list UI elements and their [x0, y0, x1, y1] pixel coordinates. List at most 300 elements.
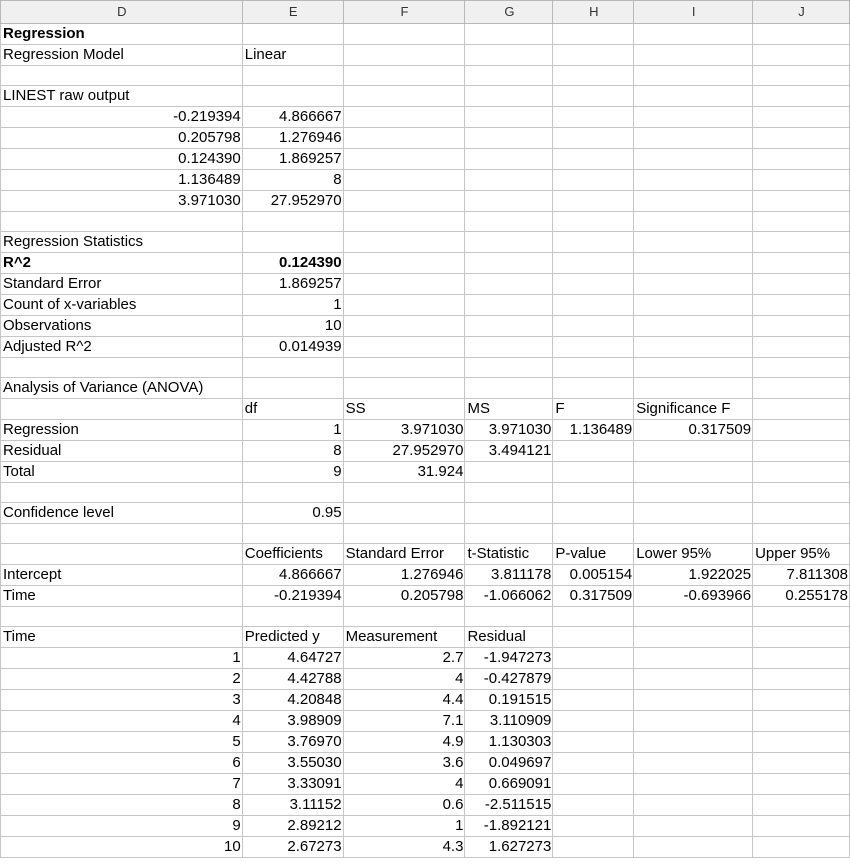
cell-i39[interactable]	[634, 816, 753, 837]
cell-g19[interactable]: MS	[465, 399, 553, 420]
cell-j26[interactable]: Upper 95%	[753, 544, 850, 565]
cell-i38[interactable]	[634, 795, 753, 816]
sheet-row	[1, 627, 850, 648]
cell-f6[interactable]	[343, 128, 465, 149]
cell-j6[interactable]	[753, 128, 850, 149]
cell-d33[interactable]: 3	[1, 690, 243, 711]
cell-f17[interactable]	[343, 358, 465, 378]
cell-h39[interactable]	[553, 816, 634, 837]
cell-i32[interactable]	[634, 669, 753, 690]
cell-f11[interactable]	[343, 232, 465, 253]
column-header-i[interactable]: I	[634, 1, 753, 24]
cell-g30[interactable]: Residual	[465, 627, 553, 648]
column-header-j[interactable]: J	[753, 1, 850, 24]
cell-f33[interactable]: 4.4	[343, 690, 465, 711]
cell-d32[interactable]: 2	[1, 669, 243, 690]
cell-d40[interactable]: 10	[1, 837, 243, 858]
cell-d24[interactable]: Confidence level	[1, 503, 243, 524]
cell-f21[interactable]: 27.952970	[343, 441, 465, 462]
cell-j33[interactable]	[753, 690, 850, 711]
cell-g6[interactable]	[465, 128, 553, 149]
cell-j28[interactable]: 0.255178	[753, 586, 850, 607]
cell-g18[interactable]	[465, 378, 553, 399]
cell-i35[interactable]	[634, 732, 753, 753]
cell-f24[interactable]	[343, 503, 465, 524]
cell-f12[interactable]	[343, 253, 465, 274]
cell-h13[interactable]	[553, 274, 634, 295]
cell-j23[interactable]	[753, 483, 850, 503]
cell-h29[interactable]	[553, 607, 634, 627]
cell-h15[interactable]	[553, 316, 634, 337]
cell-g10[interactable]	[465, 212, 553, 232]
cell-f31[interactable]: 2.7	[343, 648, 465, 669]
sheet-row	[1, 732, 850, 753]
cell-i12[interactable]	[634, 253, 753, 274]
cell-h12[interactable]	[553, 253, 634, 274]
cell-h14[interactable]	[553, 295, 634, 316]
cell-d38[interactable]: 8	[1, 795, 243, 816]
cell-d12[interactable]: R^2	[1, 253, 243, 274]
cell-g39[interactable]: -1.892121	[465, 816, 553, 837]
cell-d6[interactable]: 0.205798	[1, 128, 243, 149]
cell-e25[interactable]	[242, 524, 343, 544]
cell-d36[interactable]: 6	[1, 753, 243, 774]
cell-e14[interactable]: 1	[242, 295, 343, 316]
cell-h5[interactable]	[553, 107, 634, 128]
cell-g27[interactable]: 3.811178	[465, 565, 553, 586]
cell-e40[interactable]: 2.67273	[242, 837, 343, 858]
cell-i3[interactable]	[634, 66, 753, 86]
cell-d19[interactable]	[1, 399, 243, 420]
cell-d18[interactable]: Analysis of Variance (ANOVA)	[1, 378, 243, 399]
cell-i13[interactable]	[634, 274, 753, 295]
cell-g28[interactable]: -1.066062	[465, 586, 553, 607]
cell-g26[interactable]: t-Statistic	[465, 544, 553, 565]
cell-j5[interactable]	[753, 107, 850, 128]
cell-f4[interactable]	[343, 86, 465, 107]
cell-f34[interactable]: 7.1	[343, 711, 465, 732]
cell-d35[interactable]: 5	[1, 732, 243, 753]
cell-h30[interactable]	[553, 627, 634, 648]
cell-j32[interactable]	[753, 669, 850, 690]
cell-j8[interactable]	[753, 170, 850, 191]
cell-i21[interactable]	[634, 441, 753, 462]
cell-d23[interactable]	[1, 483, 243, 503]
cell-j38[interactable]	[753, 795, 850, 816]
cell-h38[interactable]	[553, 795, 634, 816]
cell-h20[interactable]: 1.136489	[553, 420, 634, 441]
cell-h34[interactable]	[553, 711, 634, 732]
cell-e3[interactable]	[242, 66, 343, 86]
cell-h7[interactable]	[553, 149, 634, 170]
cell-j20[interactable]	[753, 420, 850, 441]
cell-i31[interactable]	[634, 648, 753, 669]
cell-i1[interactable]	[634, 24, 753, 45]
cell-g38[interactable]: -2.511515	[465, 795, 553, 816]
cell-e28[interactable]: -0.219394	[242, 586, 343, 607]
cell-i22[interactable]	[634, 462, 753, 483]
cell-f19[interactable]: SS	[343, 399, 465, 420]
cell-g11[interactable]	[465, 232, 553, 253]
cell-e18[interactable]	[242, 378, 343, 399]
cell-d39[interactable]: 9	[1, 816, 243, 837]
cell-h11[interactable]	[553, 232, 634, 253]
cell-d8[interactable]: 1.136489	[1, 170, 243, 191]
cell-d11[interactable]: Regression Statistics	[1, 232, 243, 253]
cell-j39[interactable]	[753, 816, 850, 837]
cell-h21[interactable]	[553, 441, 634, 462]
cell-e19[interactable]: df	[242, 399, 343, 420]
cell-i5[interactable]	[634, 107, 753, 128]
cell-h27[interactable]: 0.005154	[553, 565, 634, 586]
cell-d21[interactable]: Residual	[1, 441, 243, 462]
cell-j27[interactable]: 7.811308	[753, 565, 850, 586]
cell-e27[interactable]: 4.866667	[242, 565, 343, 586]
cell-g16[interactable]	[465, 337, 553, 358]
cell-g35[interactable]: 1.130303	[465, 732, 553, 753]
cell-e21[interactable]: 8	[242, 441, 343, 462]
cell-g4[interactable]	[465, 86, 553, 107]
cell-e2[interactable]: Linear	[242, 45, 343, 66]
cell-e20[interactable]: 1	[242, 420, 343, 441]
cell-h18[interactable]	[553, 378, 634, 399]
sheet-body	[1, 24, 850, 858]
cell-j25[interactable]	[753, 524, 850, 544]
cell-i17[interactable]	[634, 358, 753, 378]
cell-i4[interactable]	[634, 86, 753, 107]
cell-g13[interactable]	[465, 274, 553, 295]
cell-i18[interactable]	[634, 378, 753, 399]
cell-f13[interactable]	[343, 274, 465, 295]
cell-d13[interactable]: Standard Error	[1, 274, 243, 295]
cell-d17[interactable]	[1, 358, 243, 378]
cell-d9[interactable]: 3.971030	[1, 191, 243, 212]
cell-i34[interactable]	[634, 711, 753, 732]
cell-i6[interactable]	[634, 128, 753, 149]
cell-d15[interactable]: Observations	[1, 316, 243, 337]
cell-j14[interactable]	[753, 295, 850, 316]
cell-g21[interactable]: 3.494121	[465, 441, 553, 462]
cell-h16[interactable]	[553, 337, 634, 358]
cell-j12[interactable]	[753, 253, 850, 274]
cell-d1[interactable]: Regression	[1, 24, 243, 45]
cell-h26[interactable]: P-value	[553, 544, 634, 565]
cell-d16[interactable]: Adjusted R^2	[1, 337, 243, 358]
cell-j16[interactable]	[753, 337, 850, 358]
cell-h19[interactable]: F	[553, 399, 634, 420]
cell-g34[interactable]: 3.110909	[465, 711, 553, 732]
cell-i28[interactable]: -0.693966	[634, 586, 753, 607]
cell-d31[interactable]: 1	[1, 648, 243, 669]
cell-d37[interactable]: 7	[1, 774, 243, 795]
cell-f2[interactable]	[343, 45, 465, 66]
cell-g7[interactable]	[465, 149, 553, 170]
cell-j13[interactable]	[753, 274, 850, 295]
cell-g8[interactable]	[465, 170, 553, 191]
cell-f36[interactable]: 3.6	[343, 753, 465, 774]
cell-f30[interactable]: Measurement	[343, 627, 465, 648]
cell-g12[interactable]	[465, 253, 553, 274]
cell-j3[interactable]	[753, 66, 850, 86]
cell-e22[interactable]: 9	[242, 462, 343, 483]
cell-f5[interactable]	[343, 107, 465, 128]
cell-i40[interactable]	[634, 837, 753, 858]
cell-e32[interactable]: 4.42788	[242, 669, 343, 690]
column-header-g[interactable]: G	[465, 1, 553, 24]
cell-i36[interactable]	[634, 753, 753, 774]
cell-f8[interactable]	[343, 170, 465, 191]
cell-e33[interactable]: 4.20848	[242, 690, 343, 711]
cell-e38[interactable]: 3.11152	[242, 795, 343, 816]
cell-f18[interactable]	[343, 378, 465, 399]
cell-e24[interactable]: 0.95	[242, 503, 343, 524]
cell-i25[interactable]	[634, 524, 753, 544]
cell-f28[interactable]: 0.205798	[343, 586, 465, 607]
cell-e35[interactable]: 3.76970	[242, 732, 343, 753]
cell-d3[interactable]	[1, 66, 243, 86]
cell-f7[interactable]	[343, 149, 465, 170]
cell-g2[interactable]	[465, 45, 553, 66]
sheet-row	[1, 295, 850, 316]
cell-h17[interactable]	[553, 358, 634, 378]
sheet-row	[1, 586, 850, 607]
cell-h6[interactable]	[553, 128, 634, 149]
cell-f27[interactable]: 1.276946	[343, 565, 465, 586]
cell-e10[interactable]	[242, 212, 343, 232]
cell-f23[interactable]	[343, 483, 465, 503]
cell-j15[interactable]	[753, 316, 850, 337]
cell-f35[interactable]: 4.9	[343, 732, 465, 753]
cell-i15[interactable]	[634, 316, 753, 337]
cell-d2[interactable]: Regression Model	[1, 45, 243, 66]
cell-h40[interactable]	[553, 837, 634, 858]
cell-h33[interactable]	[553, 690, 634, 711]
cell-e26[interactable]: Coefficients	[242, 544, 343, 565]
cell-f37[interactable]: 4	[343, 774, 465, 795]
cell-i19[interactable]: Significance F	[634, 399, 753, 420]
cell-f25[interactable]	[343, 524, 465, 544]
cell-g31[interactable]: -1.947273	[465, 648, 553, 669]
cell-h23[interactable]	[553, 483, 634, 503]
cell-f20[interactable]: 3.971030	[343, 420, 465, 441]
cell-e23[interactable]	[242, 483, 343, 503]
cell-e34[interactable]: 3.98909	[242, 711, 343, 732]
cell-j21[interactable]	[753, 441, 850, 462]
cell-i33[interactable]	[634, 690, 753, 711]
cell-j36[interactable]	[753, 753, 850, 774]
cell-i24[interactable]	[634, 503, 753, 524]
cell-h28[interactable]: 0.317509	[553, 586, 634, 607]
cell-e15[interactable]: 10	[242, 316, 343, 337]
cell-j34[interactable]	[753, 711, 850, 732]
cell-f14[interactable]	[343, 295, 465, 316]
cell-f40[interactable]: 4.3	[343, 837, 465, 858]
cell-d28[interactable]: Time	[1, 586, 243, 607]
cell-d34[interactable]: 4	[1, 711, 243, 732]
cell-i16[interactable]	[634, 337, 753, 358]
cell-e8[interactable]: 8	[242, 170, 343, 191]
cell-e36[interactable]: 3.55030	[242, 753, 343, 774]
cell-d30[interactable]: Time	[1, 627, 243, 648]
cell-i11[interactable]	[634, 232, 753, 253]
cell-e6[interactable]: 1.276946	[242, 128, 343, 149]
cell-e16[interactable]: 0.014939	[242, 337, 343, 358]
cell-i20[interactable]: 0.317509	[634, 420, 753, 441]
cell-h22[interactable]	[553, 462, 634, 483]
column-header-d[interactable]: D	[1, 1, 243, 24]
cell-e4[interactable]	[242, 86, 343, 107]
cell-e37[interactable]: 3.33091	[242, 774, 343, 795]
cell-h8[interactable]	[553, 170, 634, 191]
cell-f29[interactable]	[343, 607, 465, 627]
cell-g37[interactable]: 0.669091	[465, 774, 553, 795]
cell-h25[interactable]	[553, 524, 634, 544]
cell-f39[interactable]: 1	[343, 816, 465, 837]
cell-g14[interactable]	[465, 295, 553, 316]
sheet-row	[1, 441, 850, 462]
cell-h9[interactable]	[553, 191, 634, 212]
cell-h32[interactable]	[553, 669, 634, 690]
cell-g1[interactable]	[465, 24, 553, 45]
cell-d29[interactable]	[1, 607, 243, 627]
cell-f32[interactable]: 4	[343, 669, 465, 690]
sheet-row	[1, 774, 850, 795]
cell-j4[interactable]	[753, 86, 850, 107]
cell-g33[interactable]: 0.191515	[465, 690, 553, 711]
cell-i9[interactable]	[634, 191, 753, 212]
cell-h3[interactable]	[553, 66, 634, 86]
cell-f38[interactable]: 0.6	[343, 795, 465, 816]
cell-i27[interactable]: 1.922025	[634, 565, 753, 586]
cell-j10[interactable]	[753, 212, 850, 232]
cell-g9[interactable]	[465, 191, 553, 212]
sheet-row	[1, 524, 850, 544]
cell-h4[interactable]	[553, 86, 634, 107]
cell-j11[interactable]	[753, 232, 850, 253]
cell-e7[interactable]: 1.869257	[242, 149, 343, 170]
cell-i14[interactable]	[634, 295, 753, 316]
cell-f26[interactable]: Standard Error	[343, 544, 465, 565]
cell-h10[interactable]	[553, 212, 634, 232]
cell-i23[interactable]	[634, 483, 753, 503]
sheet-row	[1, 483, 850, 503]
cell-f1[interactable]	[343, 24, 465, 45]
cell-h35[interactable]	[553, 732, 634, 753]
cell-f16[interactable]	[343, 337, 465, 358]
cell-g5[interactable]	[465, 107, 553, 128]
cell-h31[interactable]	[553, 648, 634, 669]
sheet-row	[1, 316, 850, 337]
cell-f9[interactable]	[343, 191, 465, 212]
cell-j37[interactable]	[753, 774, 850, 795]
cell-e29[interactable]	[242, 607, 343, 627]
cell-d25[interactable]	[1, 524, 243, 544]
sheet-row	[1, 565, 850, 586]
sheet-row	[1, 690, 850, 711]
sheet-row	[1, 86, 850, 107]
column-header-f[interactable]: F	[343, 1, 465, 24]
cell-d22[interactable]: Total	[1, 462, 243, 483]
column-header-e[interactable]: E	[242, 1, 343, 24]
cell-g17[interactable]	[465, 358, 553, 378]
cell-g15[interactable]	[465, 316, 553, 337]
cell-j17[interactable]	[753, 358, 850, 378]
cell-g40[interactable]: 1.627273	[465, 837, 553, 858]
cell-j18[interactable]	[753, 378, 850, 399]
cell-g25[interactable]	[465, 524, 553, 544]
cell-i30[interactable]	[634, 627, 753, 648]
cell-g29[interactable]	[465, 607, 553, 627]
cell-g36[interactable]: 0.049697	[465, 753, 553, 774]
cell-h24[interactable]	[553, 503, 634, 524]
cell-h37[interactable]	[553, 774, 634, 795]
cell-d20[interactable]: Regression	[1, 420, 243, 441]
cell-i26[interactable]: Lower 95%	[634, 544, 753, 565]
cell-d14[interactable]: Count of x-variables	[1, 295, 243, 316]
cell-j22[interactable]	[753, 462, 850, 483]
cell-h2[interactable]	[553, 45, 634, 66]
cell-d27[interactable]: Intercept	[1, 565, 243, 586]
cell-f10[interactable]	[343, 212, 465, 232]
cell-d5[interactable]: -0.219394	[1, 107, 243, 128]
cell-d10[interactable]	[1, 212, 243, 232]
cell-j7[interactable]	[753, 149, 850, 170]
cell-g32[interactable]: -0.427879	[465, 669, 553, 690]
cell-e9[interactable]: 27.952970	[242, 191, 343, 212]
cell-i7[interactable]	[634, 149, 753, 170]
cell-e1[interactable]	[242, 24, 343, 45]
cell-j2[interactable]	[753, 45, 850, 66]
cell-f22[interactable]: 31.924	[343, 462, 465, 483]
cell-g3[interactable]	[465, 66, 553, 86]
cell-e5[interactable]: 4.866667	[242, 107, 343, 128]
cell-h1[interactable]	[553, 24, 634, 45]
cell-i10[interactable]	[634, 212, 753, 232]
cell-j24[interactable]	[753, 503, 850, 524]
cell-i29[interactable]	[634, 607, 753, 627]
cell-e13[interactable]: 1.869257	[242, 274, 343, 295]
cell-d26[interactable]	[1, 544, 243, 565]
cell-j19[interactable]	[753, 399, 850, 420]
cell-j40[interactable]	[753, 837, 850, 858]
cell-e39[interactable]: 2.89212	[242, 816, 343, 837]
cell-j1[interactable]	[753, 24, 850, 45]
cell-j9[interactable]	[753, 191, 850, 212]
cell-i37[interactable]	[634, 774, 753, 795]
cell-j30[interactable]	[753, 627, 850, 648]
cell-g23[interactable]	[465, 483, 553, 503]
cell-d4[interactable]: LINEST raw output	[1, 86, 243, 107]
cell-g20[interactable]: 3.971030	[465, 420, 553, 441]
cell-d7[interactable]: 0.124390	[1, 149, 243, 170]
cell-j29[interactable]	[753, 607, 850, 627]
cell-f15[interactable]	[343, 316, 465, 337]
cell-f3[interactable]	[343, 66, 465, 86]
cell-g24[interactable]	[465, 503, 553, 524]
cell-j35[interactable]	[753, 732, 850, 753]
cell-j31[interactable]	[753, 648, 850, 669]
cell-e30[interactable]: Predicted y	[242, 627, 343, 648]
column-header-h[interactable]: H	[553, 1, 634, 24]
cell-i2[interactable]	[634, 45, 753, 66]
cell-e31[interactable]: 4.64727	[242, 648, 343, 669]
cell-e11[interactable]	[242, 232, 343, 253]
cell-g22[interactable]	[465, 462, 553, 483]
cell-e17[interactable]	[242, 358, 343, 378]
cell-h36[interactable]	[553, 753, 634, 774]
cell-e12[interactable]: 0.124390	[242, 253, 343, 274]
cell-i8[interactable]	[634, 170, 753, 191]
